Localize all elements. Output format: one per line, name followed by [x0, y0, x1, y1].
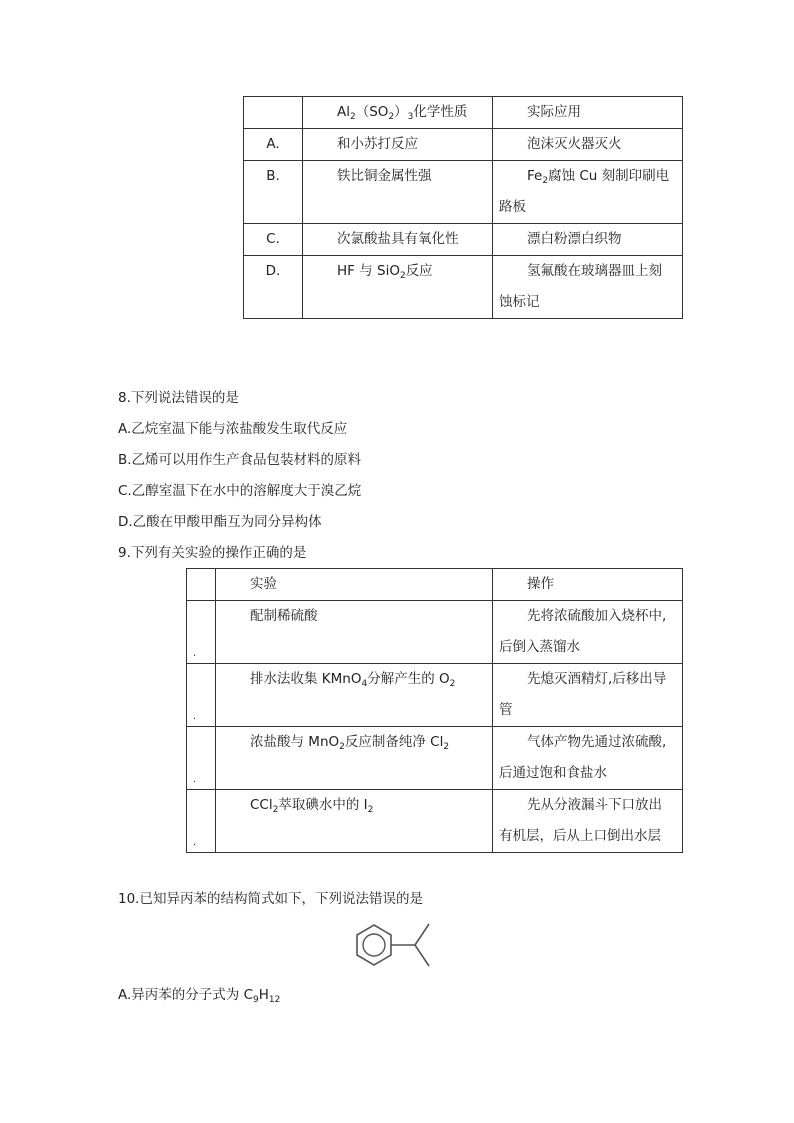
row-operation: 先将浓硫酸加入烧杯中, 后倒入蒸馏水 [493, 601, 683, 664]
row-label: . [187, 601, 216, 664]
q8-option-b: B.乙烯可以用作生产食品包装材料的原料 [118, 452, 362, 468]
row-label: . [187, 664, 216, 727]
header-application: 实际应用 [493, 97, 683, 129]
row-experiment: 排水法收集 KMnO$_4$分解产生的 $O_2$ [216, 664, 493, 727]
table-row [187, 727, 683, 790]
row-label: B. [244, 161, 303, 224]
header-empty [244, 97, 303, 129]
header-property: $Al_2(SO_2)_3$化学性质 [303, 97, 493, 129]
row-label: . [187, 790, 216, 853]
table-aluminum-sulfate [243, 96, 683, 319]
row-label: C. [244, 224, 303, 256]
table-row [244, 224, 683, 256]
row-experiment: 配制稀硫酸 [216, 601, 493, 664]
table-header-row [244, 97, 683, 129]
row-label: . [187, 727, 216, 790]
row-application: 泡沫灭火器灭火 [493, 129, 683, 161]
row-experiment: 浓盐酸与 MnO$_2$反应制备纯净 $Cl_2$ [216, 727, 493, 790]
table-row [244, 161, 683, 224]
q10-option-a: A.异丙苯的分子式为 $C_9H_{12}$ [118, 987, 281, 1005]
header-operation: 操作 [493, 569, 683, 601]
q8-option-c: C.乙醇室温下在水中的溶解度大于溴乙烷 [118, 483, 362, 499]
row-experiment: CCl$_2$萃取碘水中的 $I_2$ [216, 790, 493, 853]
table-experiments [186, 568, 683, 853]
row-operation: 先熄灭酒精灯,后移出导 管 [493, 664, 683, 727]
table-row [244, 129, 683, 161]
q8-option-a: A.乙烷室温下能与浓盐酸发生取代反应 [118, 421, 348, 437]
row-property: HF 与 SiO$_2$反应 [303, 256, 493, 319]
row-label: A. [244, 129, 303, 161]
table-row [187, 790, 683, 853]
table-row [187, 664, 683, 727]
row-operation: 先从分液漏斗下口放出 有机层，后从上口倒出水层 [493, 790, 683, 853]
row-operation: 气体产物先通过浓硫酸, 后通过饱和食盐水 [493, 727, 683, 790]
row-label: D. [244, 256, 303, 319]
row-property: 铁比铜金属性强 [303, 161, 493, 224]
row-property: 和小苏打反应 [303, 129, 493, 161]
table-row [187, 601, 683, 664]
isopropylbenzene-structure [352, 920, 436, 970]
q8-stem: 8.下列说法错误的是 [118, 390, 239, 406]
q10-stem: 10.已知异丙苯的结构简式如下，下列说法错误的是 [118, 891, 423, 907]
row-application: 氢氟酸在玻璃器皿上刻 蚀标记 [493, 256, 683, 319]
row-application: 漂白粉漂白织物 [493, 224, 683, 256]
q8-option-d: D.乙酸在甲酸甲酯互为同分异构体 [118, 514, 322, 530]
header-experiment: 实验 [216, 569, 493, 601]
q9-stem: 9.下列有关实验的操作正确的是 [118, 545, 307, 561]
row-application: $Fe_2$腐蚀 Cu 刻制印刷电 路板 [493, 161, 683, 224]
table-header-row [187, 569, 683, 601]
row-property: 次氯酸盐具有氧化性 [303, 224, 493, 256]
header-empty [187, 569, 216, 601]
table-row [244, 256, 683, 319]
